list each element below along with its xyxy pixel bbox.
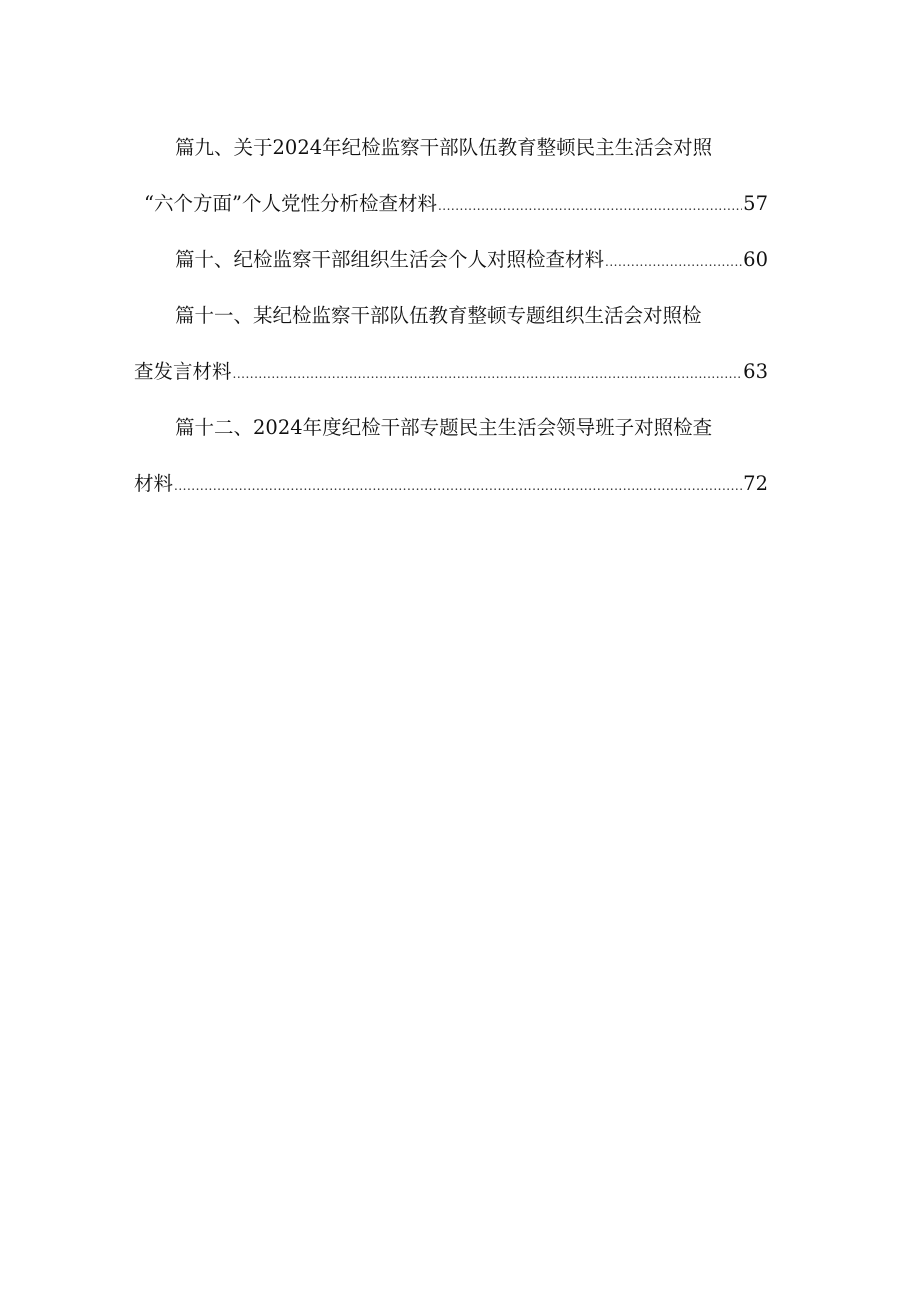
toc-entry-title: 篇九、关于2024年纪检监察干部队伍教育整顿民主生活会对照 xyxy=(175,136,713,159)
toc-entry-12-line1[interactable] xyxy=(134,408,768,464)
toc-entry-9-line2[interactable] xyxy=(134,184,768,240)
toc-page-number: 57 xyxy=(743,192,768,215)
dot-leader xyxy=(233,354,743,394)
toc-entry-12-line2[interactable] xyxy=(134,464,768,520)
toc-entry-title-cont: 查发言材料 xyxy=(134,360,232,383)
toc-entry-title: 篇十二、2024年度纪检干部专题民主生活会领导班子对照检查 xyxy=(175,416,713,439)
toc-entry-11-line1[interactable] xyxy=(134,296,768,352)
table-of-contents xyxy=(134,128,768,520)
toc-page-number: 63 xyxy=(743,360,768,383)
toc-page-number: 72 xyxy=(743,472,768,495)
toc-entry-title-cont: “六个方面”个人党性分析检查材料 xyxy=(144,192,437,215)
toc-entry-9-line1[interactable] xyxy=(134,128,768,184)
toc-entry-title-cont: 材料 xyxy=(134,472,174,495)
dot-leader xyxy=(174,466,742,506)
toc-entry-10[interactable] xyxy=(134,240,768,296)
dot-leader xyxy=(438,186,742,226)
toc-entry-title: 篇十、纪检监察干部组织生活会个人对照检查材料 xyxy=(175,248,605,271)
toc-page-number: 60 xyxy=(743,248,768,271)
toc-entry-title: 篇十一、某纪检监察干部队伍教育整顿专题组织生活会对照检 xyxy=(175,304,702,327)
toc-entry-11-line2[interactable] xyxy=(134,352,768,408)
dot-leader xyxy=(605,242,742,282)
